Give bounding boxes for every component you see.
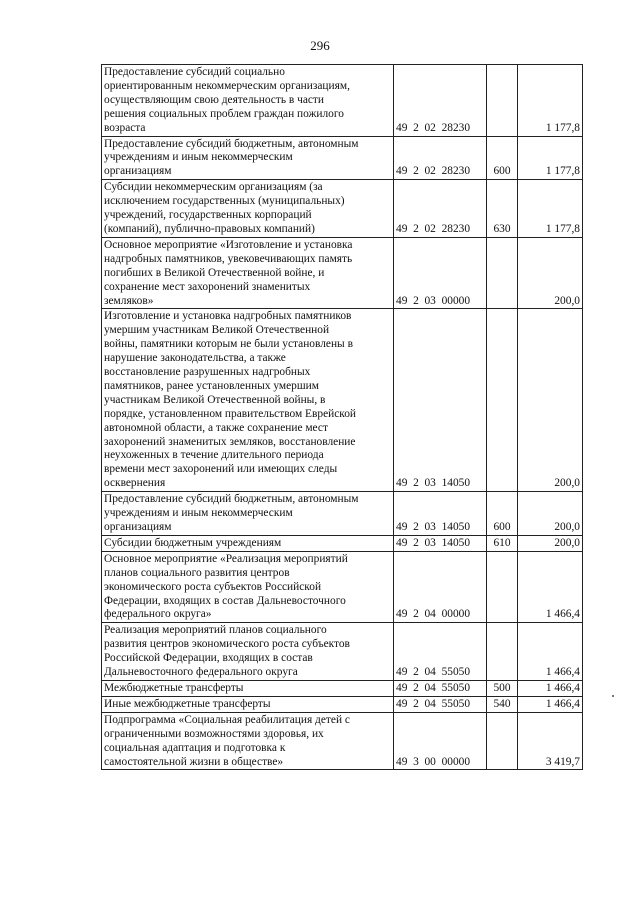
row-description	[102, 492, 394, 536]
description-line: автономной области, а также сохранение мест	[104, 421, 328, 434]
table-row	[102, 712, 583, 770]
page-number: 296	[310, 38, 330, 53]
row-amount: 200,0	[518, 309, 583, 492]
description-line: Предоставление субсидий бюджетным, автономным	[104, 137, 359, 150]
row-description	[102, 65, 394, 137]
budget-table	[101, 64, 583, 770]
row-code: 49 3 00 00000	[394, 712, 487, 770]
row-code: 49 2 04 55050	[394, 623, 487, 681]
row-expense-type: 610	[487, 535, 518, 551]
row-expense-type: 500	[487, 680, 518, 696]
description-line: неухоженных в течение длительного периода	[104, 449, 324, 462]
table-row	[102, 696, 583, 712]
row-description	[102, 180, 394, 238]
table-row	[102, 309, 583, 492]
description-line: Иные межбюджетные трансферты	[104, 697, 271, 710]
row-code: 49 2 03 14050	[394, 535, 487, 551]
description-line: самостоятельной жизни в обществе»	[104, 755, 284, 768]
row-expense-type: 630	[487, 180, 518, 238]
description-line: умершим участникам Великой Отечественной	[104, 324, 330, 337]
description-line: осквернения	[104, 477, 166, 490]
description-line: земляков»	[104, 294, 154, 307]
description-line: надгробных памятников, увековечивающих память	[104, 252, 353, 265]
description-line: сохранение мест захоронений знаменитых	[104, 280, 311, 293]
description-line: Предоставление субсидий социально	[104, 66, 285, 78]
description-line: (компаний), публично-правовых компаний)	[104, 222, 315, 235]
description-line: федерального округа»	[104, 608, 212, 621]
description-line: решения социальных проблем граждан пожилого	[104, 107, 344, 120]
row-expense-type	[487, 623, 518, 681]
description-line: ограниченными возможностями здоровья, их	[104, 727, 324, 740]
row-expense-type	[487, 309, 518, 492]
row-code: 49 2 03 14050	[394, 309, 487, 492]
description-line: возраста	[104, 121, 146, 134]
description-line: планов социального развития центров	[104, 566, 290, 579]
row-description	[102, 551, 394, 623]
row-code: 49 2 03 00000	[394, 237, 487, 309]
description-line: участникам Великой Отечественной войны, в	[104, 393, 326, 406]
row-expense-type: 600	[487, 136, 518, 180]
table-row	[102, 680, 583, 696]
row-amount: 1 177,8	[518, 65, 583, 137]
row-description	[102, 237, 394, 309]
description-line: времени мест захоронений или имеющих следы	[104, 463, 338, 476]
row-description	[102, 136, 394, 180]
description-line: погибших в Великой Отечественной войне, и	[104, 266, 325, 279]
description-line: Федерации, входящих в состав Дальневосточного	[104, 594, 346, 607]
row-description	[102, 680, 394, 696]
description-line: Предоставление субсидий бюджетным, автономным	[104, 493, 359, 506]
description-line: Дальневосточного федерального округа	[104, 666, 298, 679]
row-expense-type	[487, 712, 518, 770]
description-line: Субсидии бюджетным учреждениям	[104, 536, 282, 549]
row-code: 49 2 02 28230	[394, 180, 487, 238]
table-row	[102, 237, 583, 309]
description-line: учреждениям и иным некоммерческим	[104, 151, 293, 164]
table-row	[102, 65, 583, 137]
description-line: учреждений, государственных корпораций	[104, 209, 312, 222]
description-line: ориентированным некоммерческим организациям,	[104, 79, 350, 92]
row-code: 49 2 04 55050	[394, 680, 487, 696]
description-line: Основное мероприятие «Реализация мероприятий	[104, 552, 348, 565]
budget-table-body	[102, 65, 583, 770]
row-description	[102, 712, 394, 770]
row-code: 49 2 02 28230	[394, 65, 487, 137]
row-description	[102, 309, 394, 492]
description-line: Российской Федерации, входящих в состав	[104, 652, 313, 665]
description-line: порядке, установленном правительством Еврейской	[104, 407, 357, 420]
row-amount: 200,0	[518, 492, 583, 536]
row-expense-type	[487, 551, 518, 623]
scan-artifact	[612, 695, 614, 697]
row-amount: 200,0	[518, 237, 583, 309]
row-amount: 1 466,4	[518, 696, 583, 712]
row-code: 49 2 03 14050	[394, 492, 487, 536]
row-amount: 1 466,4	[518, 551, 583, 623]
description-line: социальная адаптация и подготовка к	[104, 741, 286, 754]
description-line: Изготовление и установка надгробных памятников	[104, 310, 352, 323]
table-row	[102, 136, 583, 180]
row-expense-type	[487, 65, 518, 137]
description-line: восстановление разрушенных надгробных	[104, 366, 311, 379]
table-row	[102, 623, 583, 681]
description-line: Межбюджетные трансферты	[104, 681, 244, 694]
row-amount: 200,0	[518, 535, 583, 551]
row-expense-type: 540	[487, 696, 518, 712]
row-expense-type	[487, 237, 518, 309]
description-line: организациям	[104, 521, 172, 533]
description-line: исключением государственных (муниципальных)	[104, 195, 345, 208]
description-line: экономического роста субъектов Российской	[104, 580, 322, 593]
table-row	[102, 551, 583, 623]
row-expense-type: 600	[487, 492, 518, 536]
description-line: нарушение законодательства, а также	[104, 352, 286, 365]
description-line: организациям	[104, 165, 172, 178]
description-line: памятников, ранее установленных умершим	[104, 379, 319, 392]
description-line: Субсидии некоммерческим организациям (за	[104, 181, 323, 194]
table-row	[102, 180, 583, 238]
row-amount: 3 419,7	[518, 712, 583, 770]
row-code: 49 2 04 55050	[394, 696, 487, 712]
table-row	[102, 535, 583, 551]
description-line: осуществляющим свою деятельность в части	[104, 93, 325, 106]
row-code: 49 2 02 28230	[394, 136, 487, 180]
description-line: Реализация мероприятий планов социального	[104, 624, 327, 637]
description-line: Основное мероприятие «Изготовление и установка	[104, 238, 353, 251]
row-description	[102, 696, 394, 712]
row-amount: 1 177,8	[518, 180, 583, 238]
row-amount: 1 466,4	[518, 680, 583, 696]
row-description	[102, 535, 394, 551]
description-line: захоронений знаменитых земляков, восстановление	[104, 435, 356, 448]
row-amount: 1 177,8	[518, 136, 583, 180]
row-amount: 1 466,4	[518, 623, 583, 681]
description-line: Подпрограмма «Социальная реабилитация детей с	[104, 713, 350, 726]
table-row	[102, 492, 583, 536]
description-line: учреждениям и иным некоммерческим	[104, 507, 293, 520]
description-line: развития центров экономического роста субъектов	[104, 638, 350, 651]
row-code: 49 2 04 00000	[394, 551, 487, 623]
description-line: войны, памятники которым не были установлены в	[104, 338, 353, 351]
row-description	[102, 623, 394, 681]
